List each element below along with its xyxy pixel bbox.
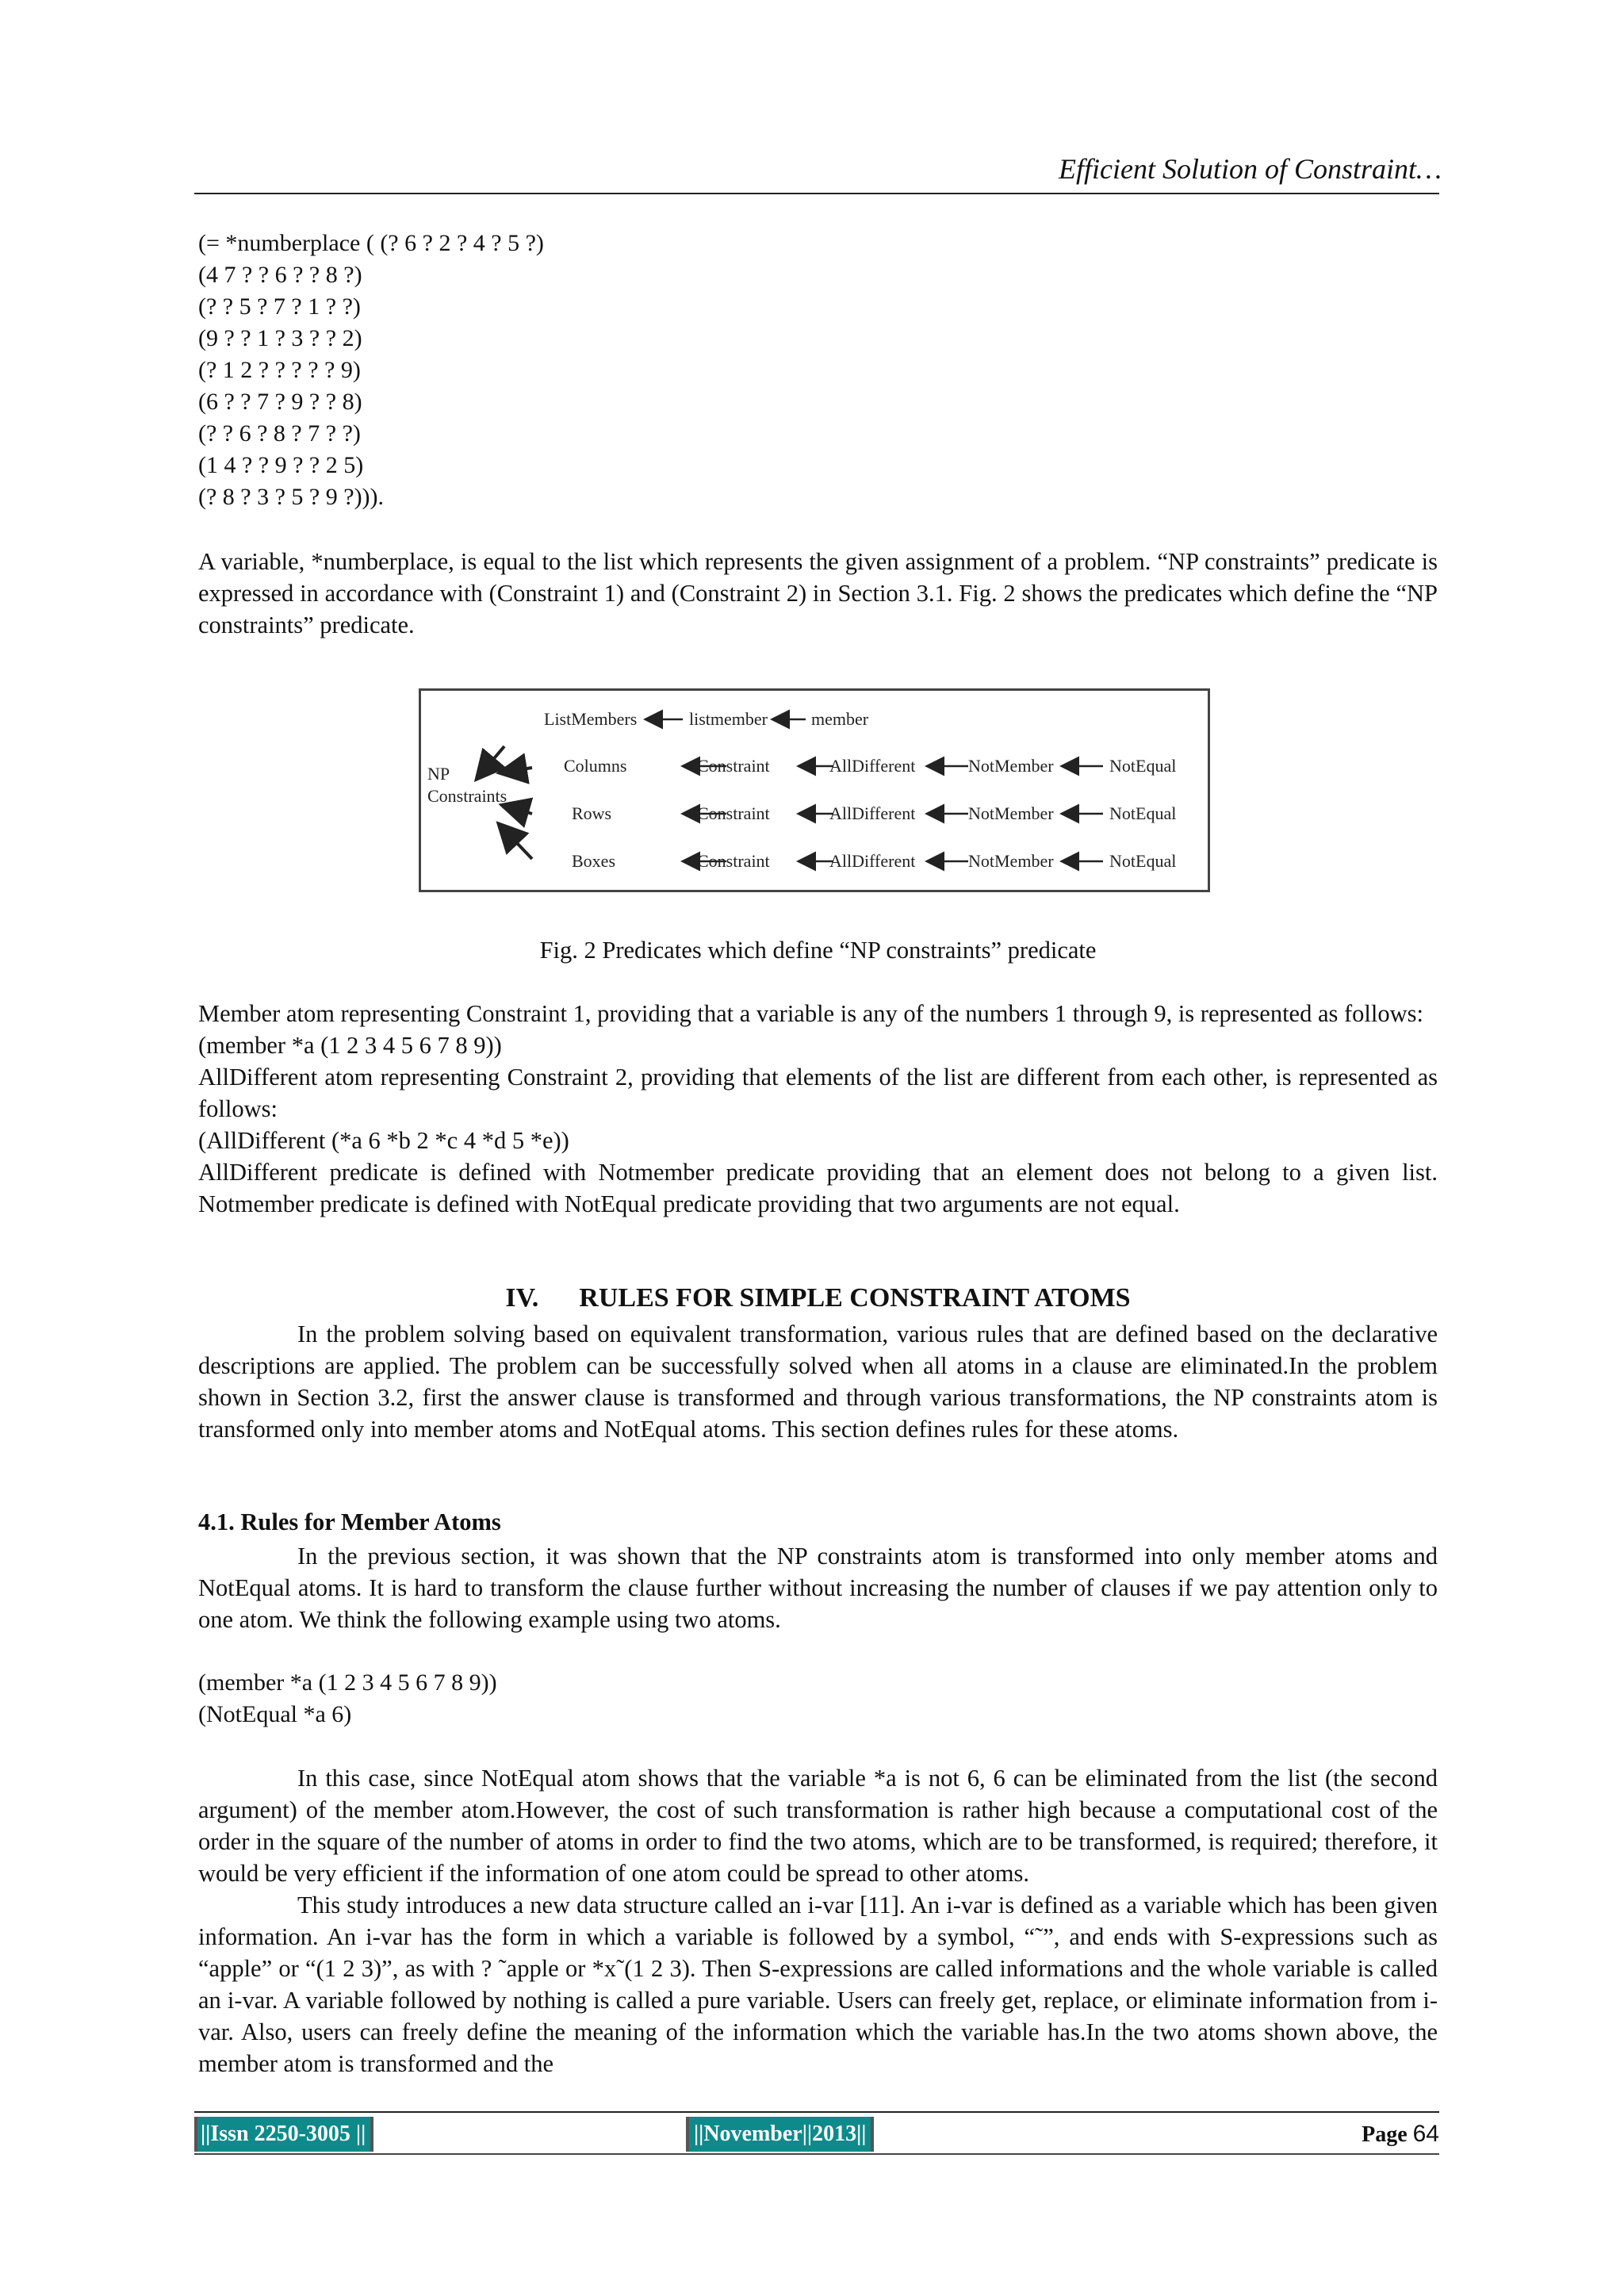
- node-notmember: NotMember: [968, 851, 1054, 871]
- code-line: (= *numberplace ( (? 6 ? 2 ? 4 ? 5 ?): [198, 230, 544, 256]
- code-line: (6 ? ? 7 ? 9 ? ? 8): [198, 389, 362, 415]
- paragraph-text: Member atom representing Constraint 1, providing that a variable is any of the numbers 1 through 9, is represented as follows:: [198, 1000, 1423, 1027]
- code-line: (member *a (1 2 3 4 5 6 7 8 9)): [198, 1032, 502, 1059]
- node-rows: Rows: [572, 803, 612, 823]
- arrow-to-root: [504, 806, 532, 814]
- paragraph-member-atoms: [198, 1540, 1438, 1635]
- paragraph-text: AllDifferent predicate is defined with Notmember predicate providing that an element does not belong to a given list. Notmember predicate is defined with NotEqual predicate providing that two arguments are not equal.: [198, 1159, 1438, 1217]
- code-line: (? 1 2 ? ? ? ? ? 9): [198, 357, 361, 383]
- node-constraint: Constraint: [697, 851, 770, 871]
- arrow-to-root: [502, 768, 532, 772]
- node-member: member: [811, 709, 869, 729]
- paragraph-notequal: [198, 1762, 1438, 2079]
- page-number: 64: [1412, 2121, 1439, 2147]
- node-notequal: NotEqual: [1109, 803, 1177, 823]
- node-constraint: Constraint: [697, 803, 770, 823]
- node-notmember: NotMember: [968, 803, 1054, 823]
- subsection-heading: 4.1. Rules for Member Atoms: [198, 1508, 501, 1535]
- root-label-np: NP: [427, 764, 450, 784]
- running-title: Efficient Solution of Constraint…: [1058, 153, 1442, 185]
- code-block-numberplace: [198, 228, 544, 513]
- paragraph-text: In the previous section, it was shown that the NP constraints atom is transformed into only member atoms and NotEqual atoms. It is hard to transform the clause further without increasing the number of clauses if we pay attention only to one atom. We think the following example using two atoms.: [198, 1543, 1438, 1633]
- footer-issn: ||Issn 2250-3005 ||: [194, 2117, 373, 2152]
- footer-page: [1362, 2117, 1439, 2152]
- header-rule: [194, 193, 1439, 194]
- node-alldifferent: AllDifferent: [829, 756, 916, 776]
- paragraph-numberplace: [198, 546, 1438, 641]
- node-alldifferent: AllDifferent: [829, 851, 916, 871]
- code-line: (AllDifferent (*a 6 *b 2 *c 4 *d 5 *e)): [198, 1127, 569, 1154]
- code-line: (9 ? ? 1 ? 3 ? ? 2): [198, 325, 362, 351]
- code-line: (member *a (1 2 3 4 5 6 7 8 9)): [198, 1669, 497, 1696]
- figure-caption: Fig. 2 Predicates which define “NP constraints” predicate: [539, 937, 1097, 964]
- paragraph-text: A variable, *numberplace, is equal to the list which represents the given assignment of a problem. “NP constraints” predicate is expressed in accordance with (Constraint 1) and (Constraint 2) in Section 3.1. Fig. 2 shows the predicates which define the “NP constraints” predicate.: [198, 548, 1438, 638]
- root-label-constraints: Constraints: [427, 786, 508, 806]
- node-listmember: listmember: [689, 709, 768, 729]
- code-line: (1 4 ? ? 9 ? ? 2 5): [198, 452, 364, 478]
- arrow-to-root: [500, 826, 532, 859]
- code-block-example: [198, 1667, 497, 1731]
- node-constraint: Constraint: [697, 756, 770, 776]
- footer-bottom-rule: [194, 2153, 1439, 2155]
- arrow-to-root: [478, 746, 504, 777]
- section-heading: IV. RULES FOR SIMPLE CONSTRAINT ATOMS: [505, 1283, 1131, 1313]
- node-alldifferent: AllDifferent: [829, 803, 916, 823]
- node-notequal: NotEqual: [1109, 851, 1177, 871]
- figure-predicates-diagram: [419, 688, 1210, 892]
- footer-rule: [194, 2111, 1439, 2113]
- code-line: (? 8 ? 3 ? 5 ? 9 ?))).: [198, 484, 385, 510]
- code-line: (4 7 ? ? 6 ? ? 8 ?): [198, 262, 362, 288]
- page-footer: [194, 2117, 1439, 2152]
- node-notequal: NotEqual: [1109, 756, 1177, 776]
- code-line: (? ? 5 ? 7 ? 1 ? ?): [198, 293, 361, 320]
- paragraph-text: This study introduces a new data structure called an i-var [11]. An i-var is defined as a variable which has been given information. An i-var has the form in which a variable is followed by a symbol, “˜”, and ends with S-expressions such as “apple” or “(1 2 3)”, as with ? ˜apple or *x˜(1 2 3). Then S-expressions are called informations and the whole variable is called an i-var. A variable followed by nothing is called a pure variable. Users can freely get, replace, or eliminate information from i-var. Also, users can freely define the meaning of the information which the variable has.In the two atoms shown above, the member atom is transformed and the: [198, 1892, 1438, 2077]
- footer-date: ||November||2013||: [686, 2117, 874, 2152]
- node-columns: Columns: [564, 756, 627, 776]
- paragraph-text: In the problem solving based on equivalent transformation, various rules that are defined based on the declarative descriptions are applied. The problem can be successfully solved when all atoms in a clause are eliminated.In the problem shown in Section 3.2, first the answer clause is transformed and through various transformations, the NP constraints atom is transformed only into member atoms and NotEqual atoms. This section defines rules for these atoms.: [198, 1320, 1438, 1443]
- paragraph-atoms: [198, 998, 1438, 1220]
- node-listmembers: ListMembers: [544, 709, 638, 729]
- page-label: Page: [1362, 2122, 1408, 2147]
- code-line: (? ? 6 ? 8 ? 7 ? ?): [198, 420, 361, 447]
- paragraph-text: In this case, since NotEqual atom shows that the variable *a is not 6, 6 can be eliminated from the list (the second argument) of the member atom.However, the cost of such transformation is rather high because a computational cost of the order in the square of the number of atoms in order to find the two atoms, which are to be transformed, is required; therefore, it would be very efficient if the information of one atom could be spread to other atoms.: [198, 1765, 1438, 1887]
- node-boxes: Boxes: [572, 851, 615, 871]
- paragraph-text: AllDifferent atom representing Constraint 2, providing that elements of the list are different from each other, is represented as follows:: [198, 1064, 1438, 1122]
- predicate-tree-svg: [421, 691, 1208, 890]
- paragraph-section-intro: [198, 1318, 1438, 1445]
- node-notmember: NotMember: [968, 756, 1054, 776]
- code-line: (NotEqual *a 6): [198, 1701, 352, 1727]
